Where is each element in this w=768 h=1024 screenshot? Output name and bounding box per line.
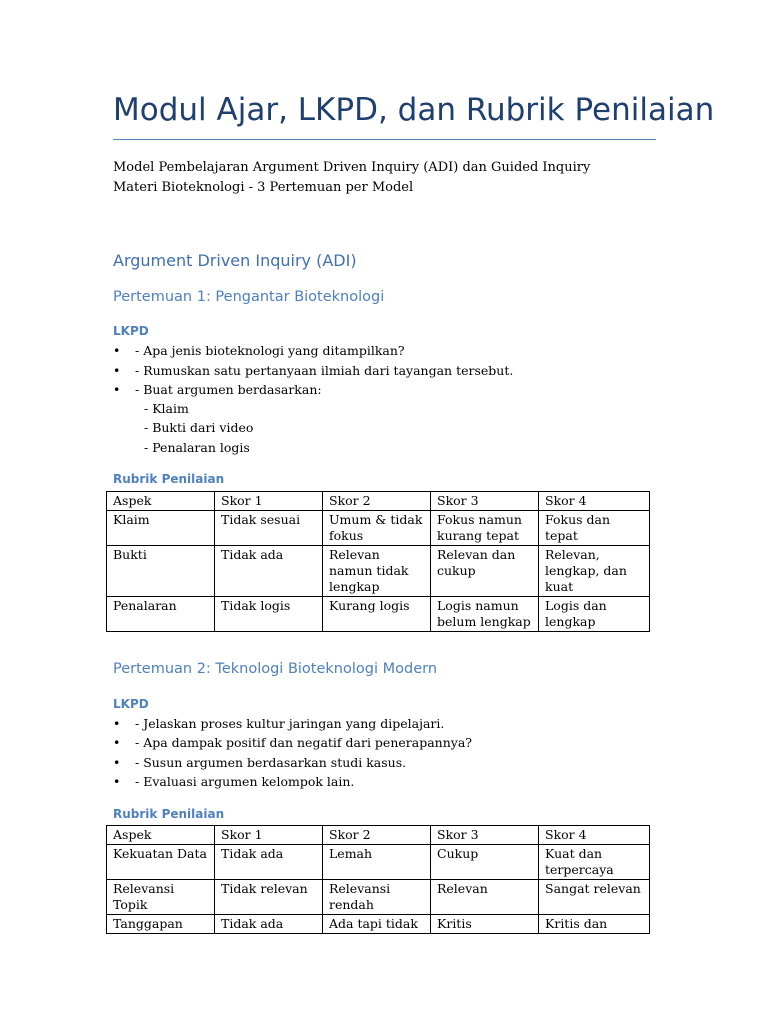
table-cell: Kritis (431, 915, 539, 934)
meeting2-rubric-label: Rubrik Penilaian (113, 807, 225, 821)
table-cell: Klaim (107, 511, 215, 546)
table-cell: Umum & tidak fokus (323, 511, 431, 546)
table-header-cell: Skor 4 (539, 826, 650, 845)
table-cell: Relevansi Topik (107, 880, 215, 915)
table-header-row (107, 492, 650, 511)
bullet-icon: • (113, 735, 121, 750)
table-row (107, 880, 650, 915)
table-cell: Tidak relevan (215, 880, 323, 915)
list-item (113, 774, 354, 789)
table-cell: Tanggapan (107, 915, 215, 934)
list-item (113, 343, 405, 358)
table-header-cell: Skor 2 (323, 492, 431, 511)
table-cell: Kuat dan terpercaya (539, 845, 650, 880)
table-header-row (107, 826, 650, 845)
list-item (113, 716, 444, 731)
bullet-text: - Susun argumen berdasarkan studi kasus. (135, 755, 407, 770)
table-cell: Tidak ada (215, 915, 323, 934)
meeting2-lkpd-label: LKPD (113, 697, 149, 711)
bullet-text: - Apa jenis bioteknologi yang ditampilkan? (135, 343, 405, 358)
subtitle-model: Model Pembelajaran Argument Driven Inquiry (ADI) dan Guided Inquiry (113, 160, 591, 175)
table-header-cell: Skor 1 (215, 492, 323, 511)
meeting1-heading: Pertemuan 1: Pengantar Bioteknologi (113, 289, 385, 305)
table-cell: Logis dan lengkap (539, 597, 650, 632)
table-row (107, 845, 650, 880)
table-cell: Kurang logis (323, 597, 431, 632)
table-cell: Fokus namun kurang tepat (431, 511, 539, 546)
list-item (113, 735, 472, 750)
table-cell: Ada tapi tidak (323, 915, 431, 934)
bullet-icon: • (113, 774, 121, 789)
bullet-text: - Apa dampak positif dan negatif dari penerapannya? (135, 735, 472, 750)
list-item (113, 382, 322, 397)
bullet-icon: • (113, 755, 121, 770)
bullet-icon: • (113, 343, 121, 358)
section-heading-adi: Argument Driven Inquiry (ADI) (113, 251, 357, 270)
meeting1-lkpd-label: LKPD (113, 324, 149, 338)
table-cell: Logis namun belum lengkap (431, 597, 539, 632)
meeting1-rubric-table (106, 491, 650, 632)
table-header-cell: Skor 3 (431, 826, 539, 845)
table-cell: Fokus dan tepat (539, 511, 650, 546)
bullet-text: - Evaluasi argumen kelompok lain. (135, 774, 355, 789)
table-cell: Cukup (431, 845, 539, 880)
table-cell: Penalaran (107, 597, 215, 632)
bullet-icon: • (113, 363, 121, 378)
sub-item-bukti: - Bukti dari video (144, 420, 254, 435)
table-cell: Bukti (107, 546, 215, 597)
table-header-cell: Skor 1 (215, 826, 323, 845)
table-cell: Relevan namun tidak lengkap (323, 546, 431, 597)
table-cell: Tidak logis (215, 597, 323, 632)
list-item (113, 755, 406, 770)
table-row (107, 546, 650, 597)
table-header-cell: Aspek (107, 492, 215, 511)
table-header-cell: Skor 3 (431, 492, 539, 511)
table-row (107, 511, 650, 546)
table-row (107, 597, 650, 632)
title-underline (113, 139, 656, 140)
meeting2-heading: Pertemuan 2: Teknologi Bioteknologi Modern (113, 661, 438, 677)
table-header-cell: Aspek (107, 826, 215, 845)
table-cell: Tidak ada (215, 546, 323, 597)
table-cell: Kekuatan Data (107, 845, 215, 880)
table-cell: Sangat relevan (539, 880, 650, 915)
table-cell: Relevan dan cukup (431, 546, 539, 597)
bullet-text: - Rumuskan satu pertanyaan ilmiah dari tayangan tersebut. (135, 363, 514, 378)
table-cell: Tidak sesuai (215, 511, 323, 546)
bullet-icon: • (113, 382, 121, 397)
bullet-text: - Buat argumen berdasarkan: (135, 382, 322, 397)
table-cell: Tidak ada (215, 845, 323, 880)
sub-item-klaim: - Klaim (144, 401, 189, 416)
table-header-cell: Skor 2 (323, 826, 431, 845)
list-item (113, 363, 513, 378)
table-header-cell: Skor 4 (539, 492, 650, 511)
sub-item-penalaran: - Penalaran logis (144, 440, 250, 455)
bullet-text: - Jelaskan proses kultur jaringan yang dipelajari. (135, 716, 445, 731)
table-cell: Relevansi rendah (323, 880, 431, 915)
table-row (107, 915, 650, 934)
table-cell: Lemah (323, 845, 431, 880)
subtitle-materi: Materi Bioteknologi - 3 Pertemuan per Model (113, 180, 414, 195)
table-cell: Relevan, lengkap, dan kuat (539, 546, 650, 597)
document-title: Modul Ajar, LKPD, dan Rubrik Penilaian (113, 92, 715, 128)
meeting1-rubric-label: Rubrik Penilaian (113, 472, 225, 486)
table-cell: Kritis dan (539, 915, 650, 934)
meeting2-rubric-table (106, 825, 650, 934)
bullet-icon: • (113, 716, 121, 731)
table-cell: Relevan (431, 880, 539, 915)
